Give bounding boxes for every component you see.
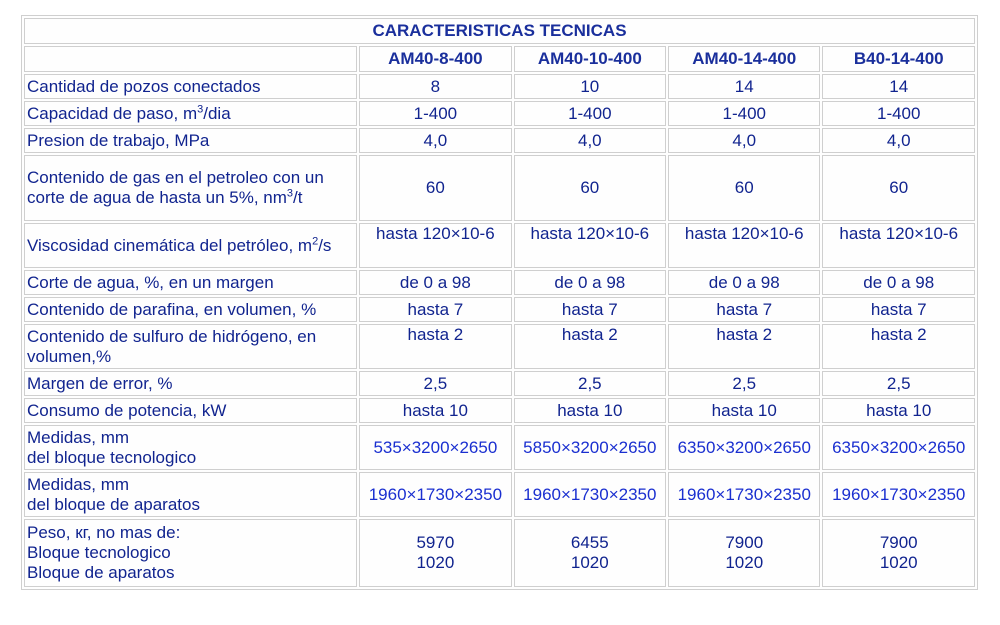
cell-value: de 0 a 98 [514,270,666,295]
row-label-suffix: /s [318,235,332,255]
row-label [24,101,357,126]
row-label-line: Bloque de aparatos [27,563,175,582]
column-header: AM40-14-400 [668,46,820,72]
cell-value: 2,5 [668,371,820,396]
cell-value: hasta 2 [822,324,975,369]
cell-value: 10 [514,74,666,99]
table-row [24,74,975,99]
row-label-line: del bloque de aparatos [27,494,200,514]
cell-value: hasta 2 [359,324,511,369]
weight-instrument-block: 1020 [879,553,918,572]
cell-value: hasta 2 [514,324,666,369]
cell-value [359,519,511,587]
cell-value: 2,5 [822,371,975,396]
cell-value: hasta 7 [668,297,820,322]
table-row [24,324,975,369]
row-label: Cantidad de pozos conectados [24,74,357,99]
cell-value: 4,0 [668,128,820,153]
cell-value: 60 [822,155,975,221]
cell-value: hasta 120×10-6 [514,223,666,268]
row-label-suffix: /dia [203,103,231,123]
row-label [24,425,357,470]
row-label-line: Peso, кг, no mas de: [27,523,181,542]
cell-value: 1960×1730×2350 [668,472,820,517]
weight-tech-block: 6455 [570,533,609,552]
cell-value: 60 [514,155,666,221]
weight-tech-block: 7900 [725,533,764,552]
table-row [24,101,975,126]
cell-value: 4,0 [359,128,511,153]
row-label: Corte de agua, %, en un margen [24,270,357,295]
cell-value: 1960×1730×2350 [359,472,511,517]
table-row [24,128,975,153]
cell-value: 14 [668,74,820,99]
cell-value: 14 [822,74,975,99]
cell-value: hasta 10 [822,398,975,423]
cell-value: 6350×3200×2650 [668,425,820,470]
weight-instrument-block: 1020 [570,553,609,572]
cell-value: hasta 10 [668,398,820,423]
cell-value: hasta 10 [514,398,666,423]
row-label-line: Medidas, mm [27,474,130,494]
row-label: Contenido de parafina, en volumen, % [24,297,357,322]
table-row [24,472,975,517]
table-row [24,297,975,322]
cell-value: 6350×3200×2650 [822,425,975,470]
spec-table-container [21,15,978,590]
row-label-superscript: 2 [312,234,319,247]
cell-value: hasta 120×10-6 [359,223,511,268]
row-label [24,519,357,587]
cell-value: 1-400 [668,101,820,126]
cell-value: 4,0 [822,128,975,153]
cell-value: 60 [668,155,820,221]
cell-value: 1-400 [822,101,975,126]
cell-value: 1-400 [514,101,666,126]
cell-value: hasta 120×10-6 [668,223,820,268]
column-header: B40-14-400 [822,46,975,72]
cell-value: 5850×3200×2650 [514,425,666,470]
table-row [24,270,975,295]
weight-tech-block: 7900 [879,533,918,552]
row-label-text: Viscosidad cinemática del petróleo, m [27,235,313,255]
cell-value: 1960×1730×2350 [822,472,975,517]
cell-value: hasta 7 [822,297,975,322]
cell-value [822,519,975,587]
cell-value [668,519,820,587]
weight-tech-block: 5970 [416,533,455,552]
table-row [24,425,975,470]
title-row [24,18,975,44]
cell-value: 8 [359,74,511,99]
table-title: CARACTERISTICAS TECNICAS [24,18,975,44]
cell-value: 535×3200×2650 [359,425,511,470]
technical-specs-table [21,15,978,590]
cell-value: de 0 a 98 [668,270,820,295]
cell-value: hasta 10 [359,398,511,423]
row-label: Presion de trabajo, MPa [24,128,357,153]
row-label-superscript: 3 [286,187,294,200]
row-label-line: Bloque tecnologico [27,543,171,562]
row-label: Contenido de sulfuro de hidrógeno, en volumen,% [24,324,357,369]
table-row [24,398,975,423]
row-label [24,472,357,517]
column-header: AM40-8-400 [359,46,511,72]
cell-value: hasta 7 [514,297,666,322]
cell-value: 2,5 [359,371,511,396]
row-label [24,223,357,268]
cell-value: de 0 a 98 [359,270,511,295]
row-label: Consumo de potencia, kW [24,398,357,423]
table-row [24,223,975,268]
table-row [24,371,975,396]
row-label-line: del bloque tecnologico [27,447,197,467]
row-label [24,155,357,221]
table-row [24,155,975,221]
row-label-text: Contenido de gas en el petroleo con un corte de agua de hasta un 5%, nm [27,168,324,207]
cell-value [514,519,666,587]
row-label-line: Medidas, mm [27,427,130,447]
weight-instrument-block: 1020 [416,553,455,572]
row-label-suffix: /t [293,188,303,207]
cell-value: 4,0 [514,128,666,153]
cell-value: 60 [359,155,511,221]
cell-value: hasta 7 [359,297,511,322]
cell-value: 1960×1730×2350 [514,472,666,517]
cell-value: 1-400 [359,101,511,126]
weight-instrument-block: 1020 [725,553,764,572]
header-row [24,46,975,72]
cell-value: 2,5 [514,371,666,396]
cell-value: hasta 2 [668,324,820,369]
cell-value: de 0 a 98 [822,270,975,295]
row-label: Margen de error, % [24,371,357,396]
row-label-text: Capacidad de paso, m [27,103,198,123]
cell-value: hasta 120×10-6 [822,223,975,268]
table-row [24,519,975,587]
column-header: AM40-10-400 [514,46,666,72]
header-empty-cell [24,46,357,72]
row-label-superscript: 3 [197,102,204,115]
